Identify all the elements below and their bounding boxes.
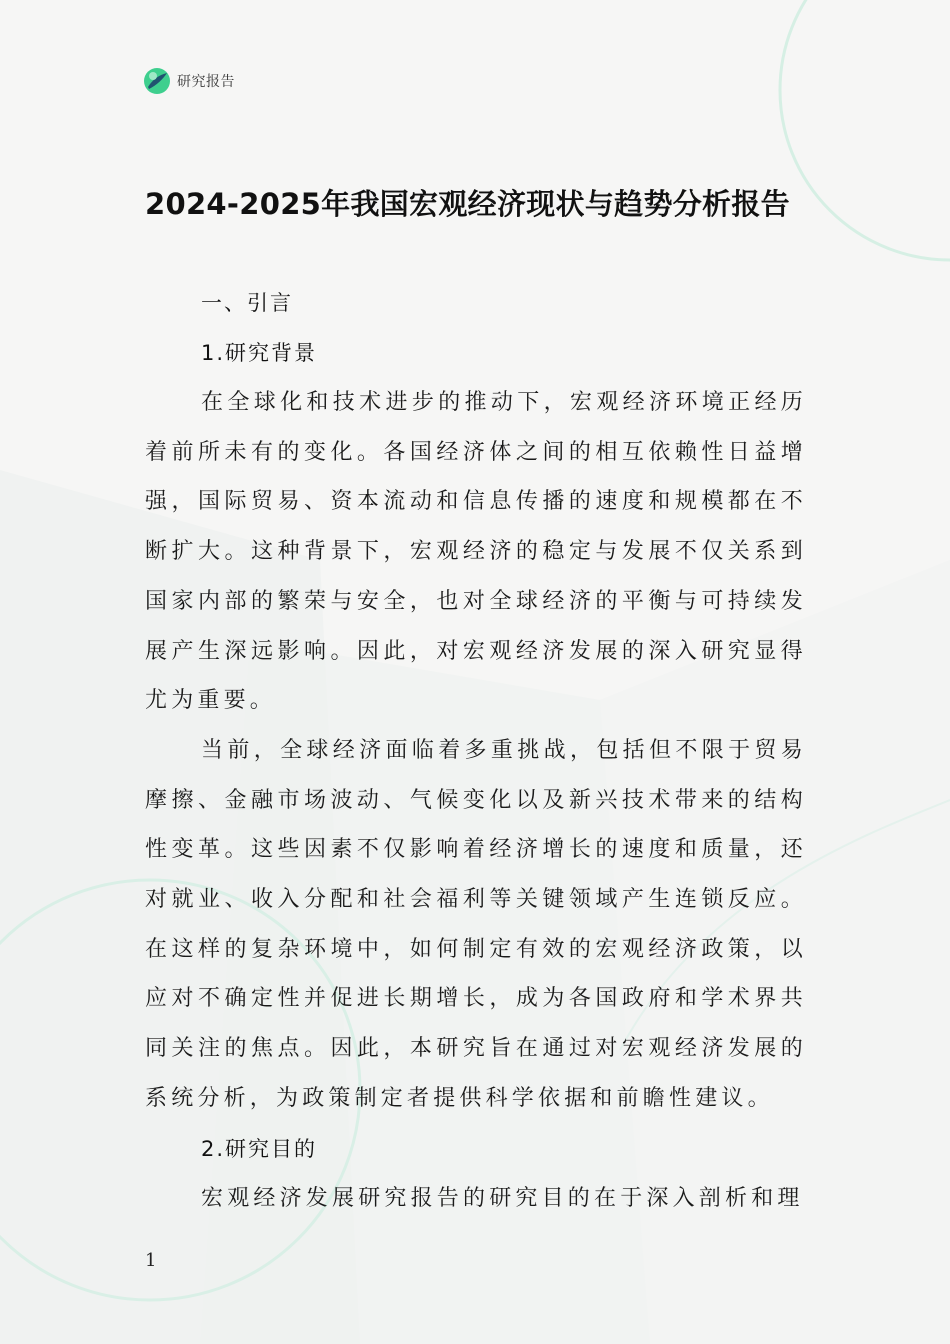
page-number: 1 — [145, 1250, 157, 1271]
document-body — [145, 278, 807, 1223]
paragraph-background-2: 当前，全球经济面临着多重挑战，包括但不限于贸易摩擦、金融市场波动、气候变化以及新兴技术带来的结构性变革。这些因素不仅影响着经济增长的速度和质量，还对就业、收入分配和社会福利等关键领域产生连锁反应。在这样的复杂环境中，如何制定有效的宏观经济政策，以应对不确定性并促进长期增长，成为各国政府和学术界共同关注的焦点。因此，本研究旨在通过对宏观经济发展的系统分析，为政策制定者提供科学依据和前瞻性建议。 — [145, 737, 807, 1111]
subsection-heading-background: 1.研究背景 — [201, 341, 318, 365]
document-title: 2024-2025年我国宏观经济现状与趋势分析报告 — [145, 187, 790, 221]
section-heading-intro: 一、引言 — [201, 291, 293, 315]
paragraph-background-1: 在全球化和技术进步的推动下，宏观经济环境正经历着前所未有的变化。各国经济体之间的相互依赖性日益增强，国际贸易、资本流动和信息传播的速度和规模都在不断扩大。这种背景下，宏观经济的稳定与发展不仅关系到国家内部的繁荣与安全，也对全球经济的平衡与可持续发展产生深远影响。因此，对宏观经济发展的深入研究显得尤为重要。 — [145, 390, 807, 714]
header-label: 研究报告 — [177, 74, 235, 90]
report-logo-icon — [143, 67, 171, 95]
subsection-heading-purpose: 2.研究目的 — [201, 1136, 318, 1161]
paragraph-purpose-1: 宏观经济发展研究报告的研究目的在于深入剖析和理 — [201, 1185, 804, 1211]
report-header — [143, 66, 235, 96]
